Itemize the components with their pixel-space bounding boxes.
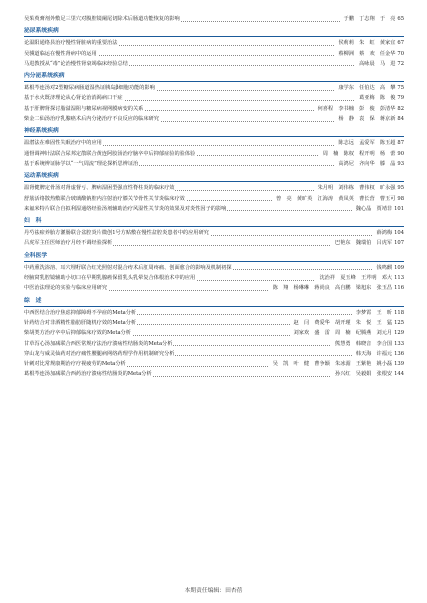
page-number: 65: [397, 16, 404, 22]
article-authors: 魏心晶 贾靖非: [355, 205, 393, 212]
toc-entry[interactable]: [24, 38, 404, 48]
section-heading: 妇 科: [24, 218, 42, 225]
toc-entry[interactable]: [24, 183, 404, 193]
author-page-group: [340, 14, 405, 24]
article-title: 针刺对比常规康期治疗疗视疲劳的Meta分析: [24, 359, 127, 369]
article-authors: 钱鸣麒: [376, 264, 393, 271]
page-number: 118: [394, 309, 404, 316]
toc-entry[interactable]: [24, 283, 404, 293]
author-page-group: [272, 194, 404, 204]
author-page-group: [331, 369, 404, 379]
section-divider: [24, 136, 404, 137]
article-authors: 高鸿尼 齐向华 滕 晶: [338, 160, 396, 167]
article-authors: 陈 翔 杨琳琳 蒋尚良 高自鹏 梁旭东 张玉昌: [272, 285, 393, 292]
article-title: 马进教授从“毒”论治慢性肾衰竭临床经验总结: [24, 59, 129, 69]
page-number: 133: [394, 340, 404, 347]
article-title: 温潜法在难固性失眠治疗中的应用: [24, 138, 103, 148]
article-title: 经腋窝乳腔镜辅助小切口在早期乳腺癌保留乳头乳晕复合体根治术中的应用: [24, 273, 196, 283]
article-title: 温肾健脾定骨汤对肾虚督亏、脾病湿困型强直性脊柱炎的临床疗效: [24, 183, 175, 193]
page-number: 93: [397, 160, 404, 167]
article-title: 舒筋活络散热敷联合玻璃酸钠腔内注射治疗膝关节骨性关节炎临床疗效: [24, 194, 186, 204]
article-title: 中西医结合治疗焦虑抑郁障碍不孕症的Meta分析: [24, 308, 137, 318]
page-number: 107: [394, 240, 404, 247]
article-authors: 韩天海 许福元: [355, 350, 393, 357]
author-page-group: [352, 308, 404, 318]
article-title: 论温阳通络县治疗慢性肾脏病的重要治法: [24, 38, 118, 48]
article-authors: 周 楠 陈权 程开明 杨 蕾: [322, 150, 396, 157]
section-divider: [24, 261, 404, 262]
toc-entry[interactable]: [24, 14, 404, 24]
author-page-group: [334, 49, 404, 59]
toc-entry[interactable]: [24, 49, 404, 59]
page-number: 82: [397, 105, 404, 112]
toc-entry[interactable]: [24, 83, 404, 93]
article-authors: 侯莉莉 朱 虹 黄家宜: [338, 40, 396, 47]
toc-entry[interactable]: [24, 318, 404, 328]
page-number: 109: [394, 264, 404, 271]
article-title: 中药熏洗浴溶、耳穴埋籽联合红光照射对混合痔术后肛周疼痛、创面愈合的影响及机制初探: [24, 263, 233, 273]
toc-entry[interactable]: [24, 93, 404, 103]
editor-credit: 本期责任编辑：田杏蓓: [184, 588, 243, 594]
page-number: 75: [397, 85, 404, 92]
page-number: 101: [394, 205, 404, 212]
toc-entry[interactable]: [24, 194, 404, 204]
toc-entry[interactable]: [24, 159, 404, 169]
article-authors: 曾 亮 黄旷英 江海涛 黄凤英 曹长营 曹玉可: [276, 195, 396, 202]
section-heading: 神经系统疾病: [24, 128, 59, 135]
section-divider: [24, 226, 404, 227]
author-page-group: [315, 273, 404, 283]
section-divider: [24, 306, 404, 307]
article-title: 甘草泻心汤加减联合西医常规疗法治疗溃疡性结肠炎的Meta分析: [24, 339, 173, 349]
toc-entry[interactable]: [24, 149, 404, 159]
author-page-group: [373, 228, 404, 238]
article-title: 葛根芩连汤对2型糖尿病肠道湿热证胰岛β细胞功能的影响: [24, 83, 156, 93]
author-page-group: [334, 83, 404, 93]
article-authors: 高咏晨 马 进: [359, 60, 396, 67]
article-title: 基于系统辨证脉学以“一气周流”理论探析思辨证治: [24, 159, 139, 169]
page-number: 104: [394, 230, 404, 237]
toc-entry[interactable]: [24, 359, 404, 369]
author-page-group: [290, 318, 404, 328]
author-page-group: [334, 159, 404, 169]
page-number: 139: [394, 361, 404, 368]
article-title: 吕虎军主任医师治疗月经不调经验探析: [24, 238, 113, 248]
section-heading: 全科医学: [24, 252, 48, 259]
author-page-group: [334, 114, 404, 124]
author-page-group: [355, 59, 404, 69]
section-divider: [24, 36, 404, 37]
article-authors: 刘家欢 盛 雷 周 楠 纪腾燕 刘元月: [293, 330, 393, 337]
article-title: 来氟米特片联合自拟利湿通络经验汤剂辅助治疗风湿性关节炎的效果及对炎性因子的影响: [24, 204, 227, 214]
page-number: 136: [394, 350, 404, 357]
article-title: 穿山龙与威灵仙药对治疗痛性腰腿病网络药理学作用机制研究分析: [24, 349, 175, 359]
table-of-contents: [24, 14, 404, 380]
page-number: 87: [397, 140, 404, 147]
article-authors: 薛鸿梅: [376, 230, 393, 237]
article-authors: 孙兴红 吴毅娟 张根安: [335, 371, 393, 378]
page-number: 113: [394, 275, 404, 282]
article-title: 柴胡类方治疗卒中后抑郁临床疗效的Meta分析: [24, 328, 132, 338]
author-page-group: [269, 359, 404, 369]
article-authors: 于鹏 丁志翔 于 亮: [343, 16, 396, 22]
page-number: 116: [394, 285, 404, 292]
page-number: 125: [394, 319, 404, 326]
toc-entry[interactable]: [24, 339, 404, 349]
page-number: 90: [397, 150, 404, 157]
toc-entry[interactable]: [24, 228, 404, 238]
author-page-group: [352, 349, 404, 359]
article-authors: 吴 凯 叶 健 曹争颖 朱冰湄 王紫艳 姚小磊: [272, 361, 393, 368]
section-divider: [24, 81, 404, 82]
article-authors: 陈志远 孟爱军 陈玉超: [338, 140, 396, 147]
page-number: 72: [397, 60, 404, 67]
article-authors: 巴艳东 魏瑞伯 吕虎军: [335, 240, 393, 247]
article-authors: 朱月明 刘伟栋 曹伟权 旷永强: [317, 185, 396, 192]
article-title: 基于水火既济理论从心肾论治消渴病口干症: [24, 93, 124, 103]
author-page-group: [290, 328, 404, 338]
toc-entry[interactable]: [24, 328, 404, 338]
section-divider: [24, 181, 404, 182]
section-heading: 内分泌系统疾病: [24, 73, 65, 80]
author-page-group: [373, 263, 404, 273]
section-heading: 泌尿系统疾病: [24, 28, 59, 35]
section-heading: 运动系统疾病: [24, 173, 59, 180]
article-title: 通督调神针法联合尿邦定散联合黄连阿胶汤治疗脑卒中后抑郁症验的验体验: [24, 149, 196, 159]
toc-entry[interactable]: [24, 114, 404, 124]
page-number: 67: [397, 40, 404, 47]
author-page-group: [314, 104, 404, 114]
toc-entry[interactable]: [24, 104, 404, 114]
toc-entry[interactable]: [24, 369, 404, 379]
toc-entry[interactable]: [24, 263, 404, 273]
author-page-group: [319, 149, 404, 159]
article-authors: 杨 静 袁 保 蒋京新: [338, 116, 396, 123]
page-number: 95: [397, 185, 404, 192]
page-number: 98: [397, 195, 404, 202]
section-heading: 综 述: [24, 297, 42, 304]
article-authors: 沈治祥 夏玉峰 王芹明 邓大: [319, 275, 393, 282]
author-page-group: [331, 238, 404, 248]
page-number: 84: [397, 116, 404, 123]
article-title: 葛根芩连汤加减联合西药治疗溃疡性结肠炎的Meta分析: [24, 369, 153, 379]
article-authors: 赵 闫 费爱华 胡开瑾 朱 悦 王 猛: [293, 319, 393, 326]
article-authors: 康学东 任伯达 高 攀: [338, 85, 396, 92]
toc-entry[interactable]: [24, 238, 404, 248]
author-page-group: [334, 138, 404, 148]
toc-entry[interactable]: [24, 59, 404, 69]
page-number: 144: [394, 371, 404, 378]
page-number: 70: [397, 50, 404, 57]
toc-entry[interactable]: [24, 349, 404, 359]
toc-entry[interactable]: [24, 138, 404, 148]
author-page-group: [352, 204, 404, 214]
article-authors: 何喜程 李书楠 彭 俊 彭清华: [317, 105, 396, 112]
article-authors: 熊慧勇 韩晓音 李合国: [335, 340, 393, 347]
author-page-group: [355, 93, 404, 103]
author-page-group: [331, 339, 404, 349]
page-number: 129: [394, 330, 404, 337]
toc-entry[interactable]: [24, 204, 404, 214]
article-title: 基于肝脾肾探讨脂溢湿阻与糖尿病视网膜病变的关系: [24, 104, 144, 114]
author-page-group: [269, 283, 404, 293]
toc-entry[interactable]: [24, 308, 404, 318]
article-title: 吴骥道临运在慢性肾病中的运用: [24, 49, 98, 59]
page-number: 79: [397, 95, 404, 102]
article-title: 丹芍祛瘀养胎方灌肠联合盆腔炎片微创1号方贴敷在慢性盆腔炎患者中的应用研究: [24, 228, 210, 238]
article-authors: 葛亚梅 陈 俊: [359, 95, 396, 102]
article-title: 吴茱萸膏剂外敷足三里穴对腹腔镜阑尾切除术后肠道功能恢复的影响: [24, 14, 181, 24]
author-page-group: [314, 183, 404, 193]
toc-entry[interactable]: [24, 273, 404, 283]
article-authors: 李梦霄 王 昕: [355, 309, 393, 316]
article-title: 中医治法理论的实验与临床应用研究: [24, 283, 108, 293]
article-title: 柴金二仙汤治疗乳腺癌术后内分泌治疗不良反应的临床研究: [24, 114, 160, 124]
article-authors: 蔡柳洲 蔡 欢 任金华: [338, 50, 396, 57]
author-page-group: [334, 38, 404, 48]
article-title: 针药结合对非酒精性脂肪肝随机疗效的Meta分析: [24, 318, 137, 328]
